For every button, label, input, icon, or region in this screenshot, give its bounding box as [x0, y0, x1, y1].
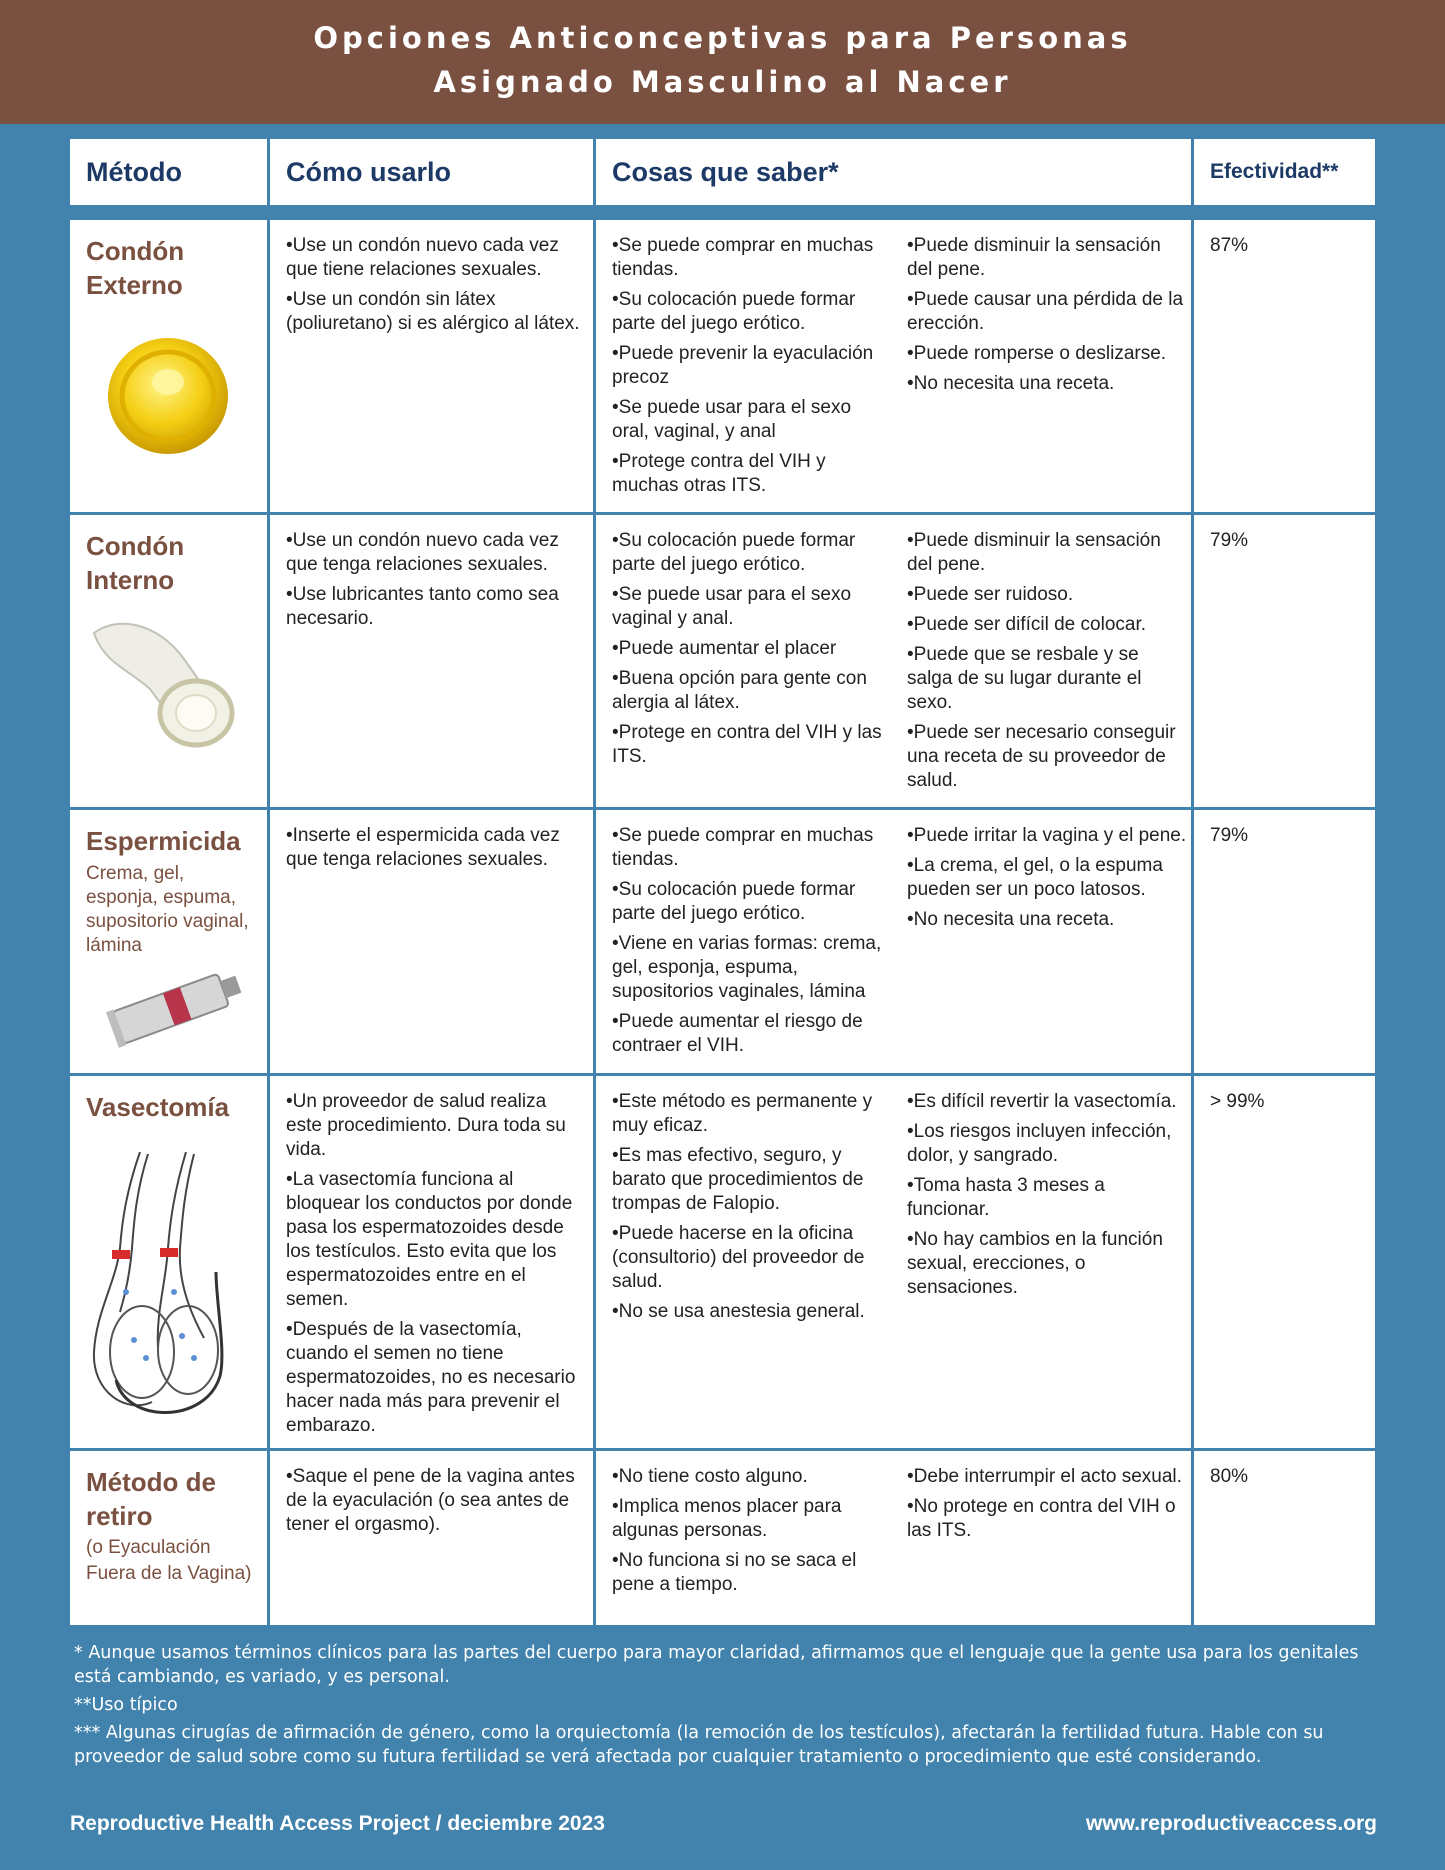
know-item: • Se puede comprar en muchas tiendas. — [612, 824, 892, 872]
method-subtitle: Crema, gel, esponja, espuma, supositorio vaginal, lámina — [86, 863, 249, 956]
know-item: • Puede disminuir la sensación del pene. — [907, 529, 1187, 577]
know-item: • Puede ser ruidoso. — [907, 583, 1187, 607]
footnote: * Aunque usamos términos clínicos para las partes del cuerpo para mayor claridad, afirmamos que el lenguaje que la gente usa para los genitales está cambiando, es variado, y es personal. — [74, 1643, 1359, 1687]
internal-condom-image — [88, 611, 248, 751]
know-item: • No funciona si no se saca el pene a tiempo. — [612, 1549, 892, 1597]
how-cell — [270, 810, 593, 1073]
method-name: Método de retiro — [86, 1467, 216, 1531]
know-cell — [596, 515, 1191, 807]
method-name: Vasectomía — [86, 1092, 230, 1122]
method-name: Condón Externo — [86, 236, 185, 300]
title-line-2: Asignado Masculino al Nacer — [433, 65, 1012, 99]
how-item: • Después de la vasectomía, cuando el semen no tiene espermatozoides, no es necesario hacer nada más para prevenir el embarazo. — [286, 1318, 581, 1438]
title-banner — [0, 0, 1445, 124]
know-item: • Toma hasta 3 meses a funcionar. — [907, 1174, 1187, 1222]
know-item: • Su colocación puede formar parte del juego erótico. — [612, 878, 892, 926]
know-item: • Puede aumentar el placer — [612, 637, 892, 661]
how-cell — [270, 220, 593, 512]
footnote: **Uso típico — [74, 1695, 178, 1715]
know-item: • Su colocación puede formar parte del juego erótico. — [612, 288, 892, 336]
know-item: • No protege en contra del VIH o las ITS. — [907, 1495, 1187, 1543]
effectiveness-cell: 79% — [1194, 810, 1375, 1073]
table-row — [70, 810, 1375, 1073]
how-item: • Use lubricantes tanto como sea necesario. — [286, 583, 581, 631]
know-item: • Puede ser necesario conseguir una receta de su proveedor de salud. — [907, 721, 1187, 793]
know-item: • Puede irritar la vagina y el pene. — [907, 824, 1187, 848]
know-item: • Puede hacerse en la oficina (consultorio) del proveedor de salud. — [612, 1222, 892, 1294]
know-item: • Viene en varias formas: crema, gel, esponja, espuma, supositorios vaginales, lámina — [612, 932, 892, 1004]
method-cell — [70, 515, 267, 807]
header-cosas-que-saber: Cosas que saber* — [596, 139, 1191, 205]
how-cell — [270, 515, 593, 807]
know-item: • Debe interrumpir el acto sexual. — [907, 1465, 1187, 1489]
know-item: • Protege contra del VIH y muchas otras ITS. — [612, 450, 892, 498]
table-row — [70, 1451, 1375, 1625]
know-item: • La crema, el gel, o la espuma pueden ser un poco latosos. — [907, 854, 1187, 902]
know-item: • No tiene costo alguno. — [612, 1465, 892, 1489]
table-row — [70, 220, 1375, 512]
how-item: • Use un condón nuevo cada vez que tiene relaciones sexuales. — [286, 234, 581, 282]
know-item: • No hay cambios en la función sexual, erecciones, o sensaciones. — [907, 1228, 1187, 1300]
know-cell — [596, 810, 1191, 1073]
how-item: • Inserte el espermicida cada vez que tenga relaciones sexuales. — [286, 824, 581, 872]
footnotes — [74, 1641, 1374, 1773]
table-row — [70, 1076, 1375, 1448]
footer-website-link[interactable]: www.reproductiveaccess.org — [1086, 1812, 1377, 1835]
method-subtitle: (o Eyaculación Fuera de la Vagina) — [86, 1537, 252, 1584]
footnote: *** Algunas cirugías de afirmación de género, como la orquiectomía (la remoción de los testículos), afectarán la fertilidad futura. Hable con su proveedor de salud sobre como su futura fertilidad se verá afectada por cualquier tratamiento o procedimiento que esté considerando. — [74, 1723, 1324, 1767]
method-name: Condón Interno — [86, 531, 185, 595]
know-item: • Este método es permanente y muy eficaz. — [612, 1090, 892, 1138]
header-efectividad: Efectividad** — [1194, 139, 1375, 205]
method-cell — [70, 220, 267, 512]
how-item: • Use un condón sin látex (poliuretano) si es alérgico al látex. — [286, 288, 581, 336]
know-cell — [596, 1451, 1191, 1625]
know-cell — [596, 1076, 1191, 1448]
know-item: • Es mas efectivo, seguro, y barato que procedimientos de trompas de Falopio. — [612, 1144, 892, 1216]
footer-credit: Reproductive Health Access Project / deciembre 2023 — [70, 1812, 605, 1835]
header-como-usarlo: Cómo usarlo — [270, 139, 593, 205]
know-item: • Se puede comprar en muchas tiendas. — [612, 234, 892, 282]
method-name: Espermicida — [86, 826, 241, 856]
effectiveness-cell: 80% — [1194, 1451, 1375, 1625]
know-item: • Puede disminuir la sensación del pene. — [907, 234, 1187, 282]
how-item: • La vasectomía funciona al bloquear los conductos por donde pasa los espermatozoides desde los testículos. Esto evita que los espermatozoides entre en el semen. — [286, 1168, 581, 1312]
spermicide-tube-image — [106, 960, 256, 1050]
know-item: • Puede ser difícil de colocar. — [907, 613, 1187, 637]
know-item: • No necesita una receta. — [907, 908, 1187, 932]
table-row — [70, 515, 1375, 807]
know-item: • No se usa anestesia general. — [612, 1300, 892, 1324]
how-item: • Saque el pene de la vagina antes de la eyaculación (o sea antes de tener el orgasmo). — [286, 1465, 581, 1537]
know-item: • Puede que se resbale y se salga de su lugar durante el sexo. — [907, 643, 1187, 715]
know-cell — [596, 220, 1191, 512]
method-cell — [70, 810, 267, 1073]
know-item: • Buena opción para gente con alergia al látex. — [612, 667, 892, 715]
know-item: • Puede prevenir la eyaculación precoz — [612, 342, 892, 390]
know-item: • Puede aumentar el riesgo de contraer el VIH. — [612, 1010, 892, 1058]
know-item: • Puede romperse o deslizarse. — [907, 342, 1187, 366]
method-cell — [70, 1451, 267, 1625]
title-line-1: Opciones Anticonceptivas para Personas — [313, 21, 1132, 55]
know-item: • Protege en contra del VIH y las ITS. — [612, 721, 892, 769]
know-item: • Puede causar una pérdida de la erección. — [907, 288, 1187, 336]
know-item: • Se puede usar para el sexo vaginal y anal. — [612, 583, 892, 631]
effectiveness-cell: 79% — [1194, 515, 1375, 807]
how-item: • Un proveedor de salud realiza este procedimiento. Dura toda su vida. — [286, 1090, 581, 1162]
know-item: • Los riesgos incluyen infección, dolor, y sangrado. — [907, 1120, 1187, 1168]
method-cell — [70, 1076, 267, 1448]
effectiveness-cell: > 99% — [1194, 1076, 1375, 1448]
know-item: • Su colocación puede formar parte del juego erótico. — [612, 529, 892, 577]
know-item: • Es difícil revertir la vasectomía. — [907, 1090, 1187, 1114]
effectiveness-cell: 87% — [1194, 220, 1375, 512]
know-item: • No necesita una receta. — [907, 372, 1187, 396]
header-metodo: Método — [70, 139, 267, 205]
vasectomy-diagram-image — [86, 1152, 256, 1422]
how-cell — [270, 1451, 593, 1625]
how-item: • Use un condón nuevo cada vez que tenga relaciones sexuales. — [286, 529, 581, 577]
external-condom-image — [106, 332, 236, 457]
how-cell — [270, 1076, 593, 1448]
know-item: • Se puede usar para el sexo oral, vaginal, y anal — [612, 396, 892, 444]
know-item: • Implica menos placer para algunas personas. — [612, 1495, 892, 1543]
